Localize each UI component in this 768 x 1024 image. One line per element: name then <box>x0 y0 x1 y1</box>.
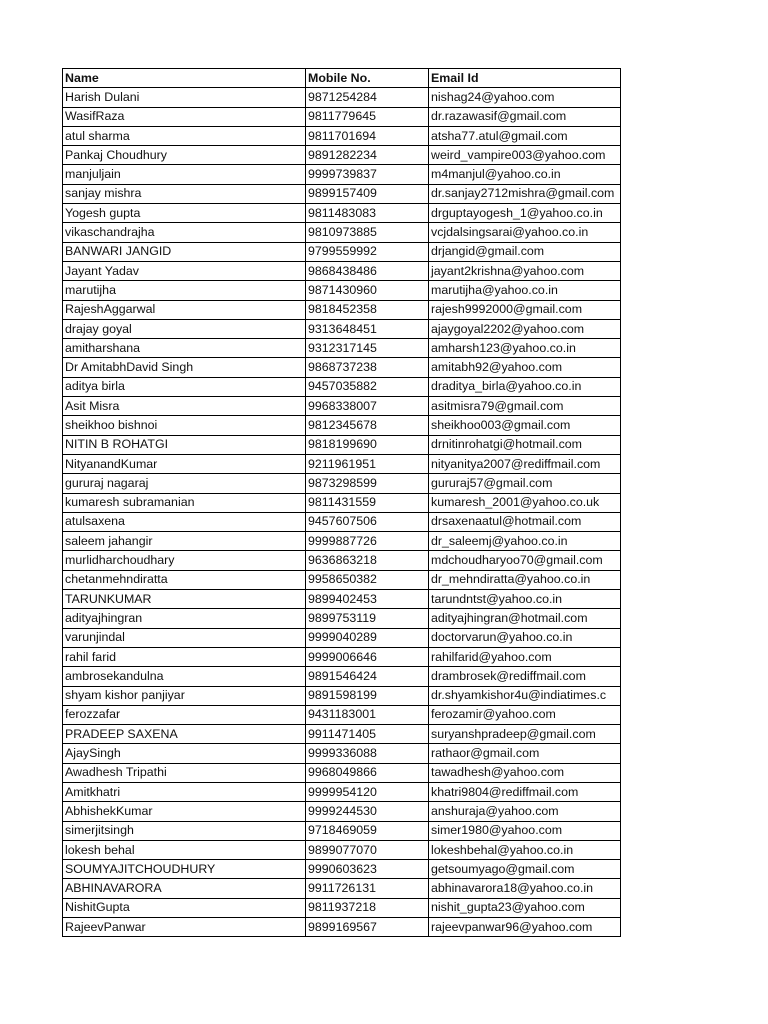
cell-name: vikaschandrajha <box>63 223 306 242</box>
cell-email: khatri9804@rediffmail.com <box>429 782 621 801</box>
cell-mobile: 9799559992 <box>306 242 429 261</box>
cell-name: saleem jahangir <box>63 532 306 551</box>
cell-name: simerjitsingh <box>63 821 306 840</box>
cell-mobile: 9457607506 <box>306 512 429 531</box>
cell-mobile: 9873298599 <box>306 474 429 493</box>
cell-email: dr.sanjay2712mishra@gmail.com <box>429 184 621 203</box>
cell-name: sheikhoo bishnoi <box>63 416 306 435</box>
cell-email: ferozamir@yahoo.com <box>429 705 621 724</box>
cell-mobile: 9211961951 <box>306 454 429 473</box>
table-row <box>63 744 621 763</box>
cell-email: m4manjul@yahoo.co.in <box>429 165 621 184</box>
cell-email: rahilfarid@yahoo.com <box>429 647 621 666</box>
table-row <box>63 725 621 744</box>
cell-name: lokesh behal <box>63 840 306 859</box>
cell-mobile: 9999040289 <box>306 628 429 647</box>
cell-email: adityajhingran@hotmail.com <box>429 609 621 628</box>
cell-email: rajesh9992000@gmail.com <box>429 300 621 319</box>
cell-name: ambrosekandulna <box>63 667 306 686</box>
cell-name: ABHINAVARORA <box>63 879 306 898</box>
cell-name: kumaresh subramanian <box>63 493 306 512</box>
cell-email: amharsh123@yahoo.co.in <box>429 339 621 358</box>
cell-mobile: 9636863218 <box>306 551 429 570</box>
cell-name: RajeevPanwar <box>63 918 306 937</box>
cell-email: anshuraja@yahoo.com <box>429 802 621 821</box>
cell-mobile: 9811431559 <box>306 493 429 512</box>
cell-name: Jayant Yadav <box>63 261 306 280</box>
cell-email: rajeevpanwar96@yahoo.com <box>429 918 621 937</box>
table-row <box>63 628 621 647</box>
cell-email: rathaor@gmail.com <box>429 744 621 763</box>
table-row <box>63 339 621 358</box>
cell-mobile: 9811701694 <box>306 126 429 145</box>
table-row <box>63 319 621 338</box>
table-row <box>63 204 621 223</box>
table-row <box>63 261 621 280</box>
cell-name: SOUMYAJITCHOUDHURY <box>63 860 306 879</box>
cell-mobile: 9818199690 <box>306 435 429 454</box>
table-body <box>63 88 621 937</box>
cell-mobile: 9871254284 <box>306 88 429 107</box>
cell-mobile: 9812345678 <box>306 416 429 435</box>
cell-mobile: 9999006646 <box>306 647 429 666</box>
table-row <box>63 570 621 589</box>
cell-email: kumaresh_2001@yahoo.co.uk <box>429 493 621 512</box>
cell-name: Yogesh gupta <box>63 204 306 223</box>
cell-name: AjaySingh <box>63 744 306 763</box>
cell-email: sheikhoo003@gmail.com <box>429 416 621 435</box>
cell-email: dr_saleemj@yahoo.co.in <box>429 532 621 551</box>
table-row <box>63 860 621 879</box>
table-row <box>63 512 621 531</box>
cell-email: suryanshpradeep@gmail.com <box>429 725 621 744</box>
cell-email: nishag24@yahoo.com <box>429 88 621 107</box>
table-row <box>63 300 621 319</box>
cell-mobile: 9868438486 <box>306 261 429 280</box>
table-row <box>63 898 621 917</box>
cell-name: rahil farid <box>63 647 306 666</box>
cell-name: Amitkhatri <box>63 782 306 801</box>
table-row <box>63 879 621 898</box>
cell-email: nishit_gupta23@yahoo.com <box>429 898 621 917</box>
cell-mobile: 9810973885 <box>306 223 429 242</box>
table-row <box>63 782 621 801</box>
cell-mobile: 9911471405 <box>306 725 429 744</box>
cell-email: amitabh92@yahoo.com <box>429 358 621 377</box>
table-row <box>63 802 621 821</box>
cell-mobile: 9899169567 <box>306 918 429 937</box>
cell-mobile: 9911726131 <box>306 879 429 898</box>
table-row <box>63 358 621 377</box>
cell-email: drnitinrohatgi@hotmail.com <box>429 435 621 454</box>
cell-name: amitharshana <box>63 339 306 358</box>
cell-name: adityajhingran <box>63 609 306 628</box>
cell-name: atul sharma <box>63 126 306 145</box>
cell-mobile: 9999244530 <box>306 802 429 821</box>
cell-name: chetanmehndiratta <box>63 570 306 589</box>
cell-name: aditya birla <box>63 377 306 396</box>
cell-email: lokeshbehal@yahoo.co.in <box>429 840 621 859</box>
table-row <box>63 532 621 551</box>
cell-email: jayant2krishna@yahoo.com <box>429 261 621 280</box>
cell-mobile: 9999739837 <box>306 165 429 184</box>
table-row <box>63 493 621 512</box>
cell-mobile: 9899753119 <box>306 609 429 628</box>
table-row <box>63 474 621 493</box>
header-row <box>63 69 621 88</box>
cell-mobile: 9891546424 <box>306 667 429 686</box>
cell-email: vcjdalsingsarai@yahoo.co.in <box>429 223 621 242</box>
cell-name: marutijha <box>63 281 306 300</box>
cell-name: AbhishekKumar <box>63 802 306 821</box>
cell-mobile: 9891282234 <box>306 146 429 165</box>
cell-email: tawadhesh@yahoo.com <box>429 763 621 782</box>
cell-email: dr.shyamkishor4u@indiatimes.c <box>429 686 621 705</box>
cell-name: Dr AmitabhDavid Singh <box>63 358 306 377</box>
cell-email: dr.razawasif@gmail.com <box>429 107 621 126</box>
cell-email: gururaj57@gmail.com <box>429 474 621 493</box>
table-row <box>63 126 621 145</box>
cell-mobile: 9811937218 <box>306 898 429 917</box>
cell-name: ferozzafar <box>63 705 306 724</box>
cell-name: shyam kishor panjiyar <box>63 686 306 705</box>
cell-email: tarundntst@yahoo.co.in <box>429 590 621 609</box>
cell-mobile: 9718469059 <box>306 821 429 840</box>
cell-email: drjangid@gmail.com <box>429 242 621 261</box>
table-row <box>63 840 621 859</box>
cell-name: sanjay mishra <box>63 184 306 203</box>
cell-email: mdchoudharyoo70@gmail.com <box>429 551 621 570</box>
cell-mobile: 9958650382 <box>306 570 429 589</box>
cell-email: atsha77.atul@gmail.com <box>429 126 621 145</box>
cell-email: abhinavarora18@yahoo.co.in <box>429 879 621 898</box>
cell-email: simer1980@yahoo.com <box>429 821 621 840</box>
cell-email: weird_vampire003@yahoo.com <box>429 146 621 165</box>
table-row <box>63 590 621 609</box>
table-row <box>63 397 621 416</box>
cell-name: Awadhesh Tripathi <box>63 763 306 782</box>
cell-name: atulsaxena <box>63 512 306 531</box>
cell-name: NishitGupta <box>63 898 306 917</box>
cell-name: NityanandKumar <box>63 454 306 473</box>
cell-mobile: 9811483083 <box>306 204 429 223</box>
table-row <box>63 146 621 165</box>
contacts-table <box>62 68 621 937</box>
cell-name: drajay goyal <box>63 319 306 338</box>
table-row <box>63 821 621 840</box>
cell-email: dr_mehndiratta@yahoo.co.in <box>429 570 621 589</box>
cell-email: marutijha@yahoo.co.in <box>429 281 621 300</box>
table-row <box>63 763 621 782</box>
table-row <box>63 918 621 937</box>
cell-mobile: 9999954120 <box>306 782 429 801</box>
cell-email: doctorvarun@yahoo.co.in <box>429 628 621 647</box>
table-row <box>63 377 621 396</box>
contact-sheet <box>62 68 621 937</box>
cell-name: Pankaj Choudhury <box>63 146 306 165</box>
cell-name: murlidharchoudhary <box>63 551 306 570</box>
cell-name: Harish Dulani <box>63 88 306 107</box>
table-row <box>63 242 621 261</box>
cell-mobile: 9999336088 <box>306 744 429 763</box>
cell-email: asitmisra79@gmail.com <box>429 397 621 416</box>
table-row <box>63 88 621 107</box>
table-row <box>63 107 621 126</box>
cell-name: TARUNKUMAR <box>63 590 306 609</box>
cell-name: RajeshAggarwal <box>63 300 306 319</box>
cell-mobile: 9313648451 <box>306 319 429 338</box>
cell-mobile: 9811779645 <box>306 107 429 126</box>
table-row <box>63 667 621 686</box>
table-row <box>63 647 621 666</box>
cell-mobile: 9871430960 <box>306 281 429 300</box>
cell-name: gururaj nagaraj <box>63 474 306 493</box>
cell-email: drguptayogesh_1@yahoo.co.in <box>429 204 621 223</box>
cell-email: draditya_birla@yahoo.co.in <box>429 377 621 396</box>
table-row <box>63 416 621 435</box>
table-row <box>63 609 621 628</box>
table-row <box>63 184 621 203</box>
cell-mobile: 9868737238 <box>306 358 429 377</box>
column-header-email: Email Id <box>429 69 621 88</box>
table-row <box>63 223 621 242</box>
cell-mobile: 9968338007 <box>306 397 429 416</box>
cell-mobile: 9999887726 <box>306 532 429 551</box>
table-row <box>63 435 621 454</box>
table-row <box>63 281 621 300</box>
cell-mobile: 9431183001 <box>306 705 429 724</box>
column-header-mobile: Mobile No. <box>306 69 429 88</box>
cell-mobile: 9818452358 <box>306 300 429 319</box>
cell-name: manjuljain <box>63 165 306 184</box>
cell-email: drambrosek@rediffmail.com <box>429 667 621 686</box>
cell-name: varunjindal <box>63 628 306 647</box>
cell-email: getsoumyago@gmail.com <box>429 860 621 879</box>
cell-mobile: 9899402453 <box>306 590 429 609</box>
cell-mobile: 9891598199 <box>306 686 429 705</box>
cell-mobile: 9312317145 <box>306 339 429 358</box>
column-header-name: Name <box>63 69 306 88</box>
cell-mobile: 9990603623 <box>306 860 429 879</box>
table-row <box>63 686 621 705</box>
table-row <box>63 705 621 724</box>
cell-name: Asit Misra <box>63 397 306 416</box>
cell-email: ajaygoyal2202@yahoo.com <box>429 319 621 338</box>
table-row <box>63 551 621 570</box>
cell-name: BANWARI JANGID <box>63 242 306 261</box>
cell-mobile: 9899077070 <box>306 840 429 859</box>
table-row <box>63 165 621 184</box>
cell-name: NITIN B ROHATGI <box>63 435 306 454</box>
cell-mobile: 9457035882 <box>306 377 429 396</box>
cell-name: WasifRaza <box>63 107 306 126</box>
cell-mobile: 9968049866 <box>306 763 429 782</box>
cell-mobile: 9899157409 <box>306 184 429 203</box>
cell-name: PRADEEP SAXENA <box>63 725 306 744</box>
cell-email: drsaxenaatul@hotmail.com <box>429 512 621 531</box>
cell-email: nityanitya2007@rediffmail.com <box>429 454 621 473</box>
table-row <box>63 454 621 473</box>
